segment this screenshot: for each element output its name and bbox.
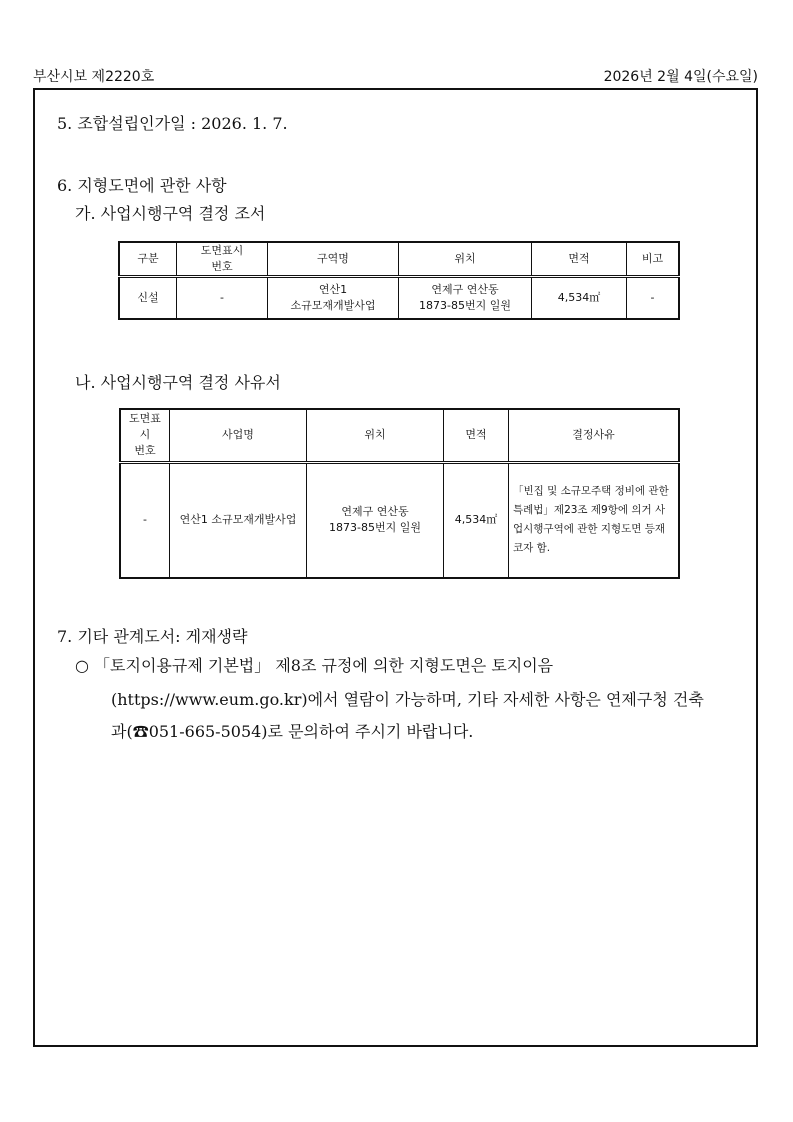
district-decision-table bbox=[118, 241, 680, 320]
table-cell: 연제구 연산동 1873-85번지 일원 bbox=[399, 277, 532, 319]
note-line-3: 과(☎051-665-5054)로 문의하여 주시기 바랍니다. bbox=[111, 722, 474, 741]
header-cell: 구분 bbox=[119, 242, 177, 277]
table-cell: 연산1 소규모재개발사업 bbox=[268, 277, 399, 319]
item-6a-heading: 가. 사업시행구역 결정 조서 bbox=[75, 204, 266, 223]
header-cell: 도면표시 번호 bbox=[177, 242, 268, 277]
item-5-approval-date: 5. 조합설립인가일 : 2026. 1. 7. bbox=[57, 114, 288, 133]
table-row bbox=[120, 462, 679, 578]
document-frame bbox=[33, 88, 758, 1047]
table-header-row bbox=[120, 409, 679, 462]
header-cell: 위치 bbox=[307, 409, 444, 462]
table-cell: 신설 bbox=[119, 277, 177, 319]
table-cell: - bbox=[177, 277, 268, 319]
note-line-2: (https://www.eum.go.kr)에서 열람이 가능하며, 기타 자세한 사항은 연제구청 건축 bbox=[111, 690, 704, 709]
table-cell: 4,534㎡ bbox=[532, 277, 627, 319]
district-reason-table bbox=[119, 408, 680, 579]
header-cell: 결정사유 bbox=[509, 409, 680, 462]
item-6b-heading: 나. 사업시행구역 결정 사유서 bbox=[75, 373, 281, 392]
table-cell: - bbox=[627, 277, 680, 319]
table-cell: 4,534㎡ bbox=[444, 462, 509, 578]
header-cell: 도면표 시 번호 bbox=[120, 409, 170, 462]
header-cell: 구역명 bbox=[268, 242, 399, 277]
table-cell: - bbox=[120, 462, 170, 578]
item-6-heading: 6. 지형도면에 관한 사항 bbox=[57, 176, 227, 195]
table-header-row bbox=[119, 242, 679, 277]
decision-reason-cell: 「빈집 및 소규모주택 정비에 관한 특례법」제23조 제9항에 의거 사업시행구역에 관한 지형도면 등재코자 함. bbox=[509, 462, 680, 578]
header-cell: 면적 bbox=[532, 242, 627, 277]
table-row bbox=[119, 277, 679, 319]
header-cell: 비고 bbox=[627, 242, 680, 277]
header-cell: 위치 bbox=[399, 242, 532, 277]
header-cell: 사업명 bbox=[170, 409, 307, 462]
item-7-heading: 7. 기타 관계도서: 게재생략 bbox=[57, 627, 248, 646]
gazette-title: 부산시보 제2220호 bbox=[33, 69, 155, 85]
publication-date: 2026년 2월 4일(수요일) bbox=[603, 69, 758, 85]
note-line-1: ○ 「토지이용규제 기본법」 제8조 규정에 의한 지형도면은 토지이음 bbox=[75, 656, 554, 675]
header-cell: 면적 bbox=[444, 409, 509, 462]
table-cell: 연제구 연산동 1873-85번지 일원 bbox=[307, 462, 444, 578]
table-cell: 연산1 소규모재개발사업 bbox=[170, 462, 307, 578]
